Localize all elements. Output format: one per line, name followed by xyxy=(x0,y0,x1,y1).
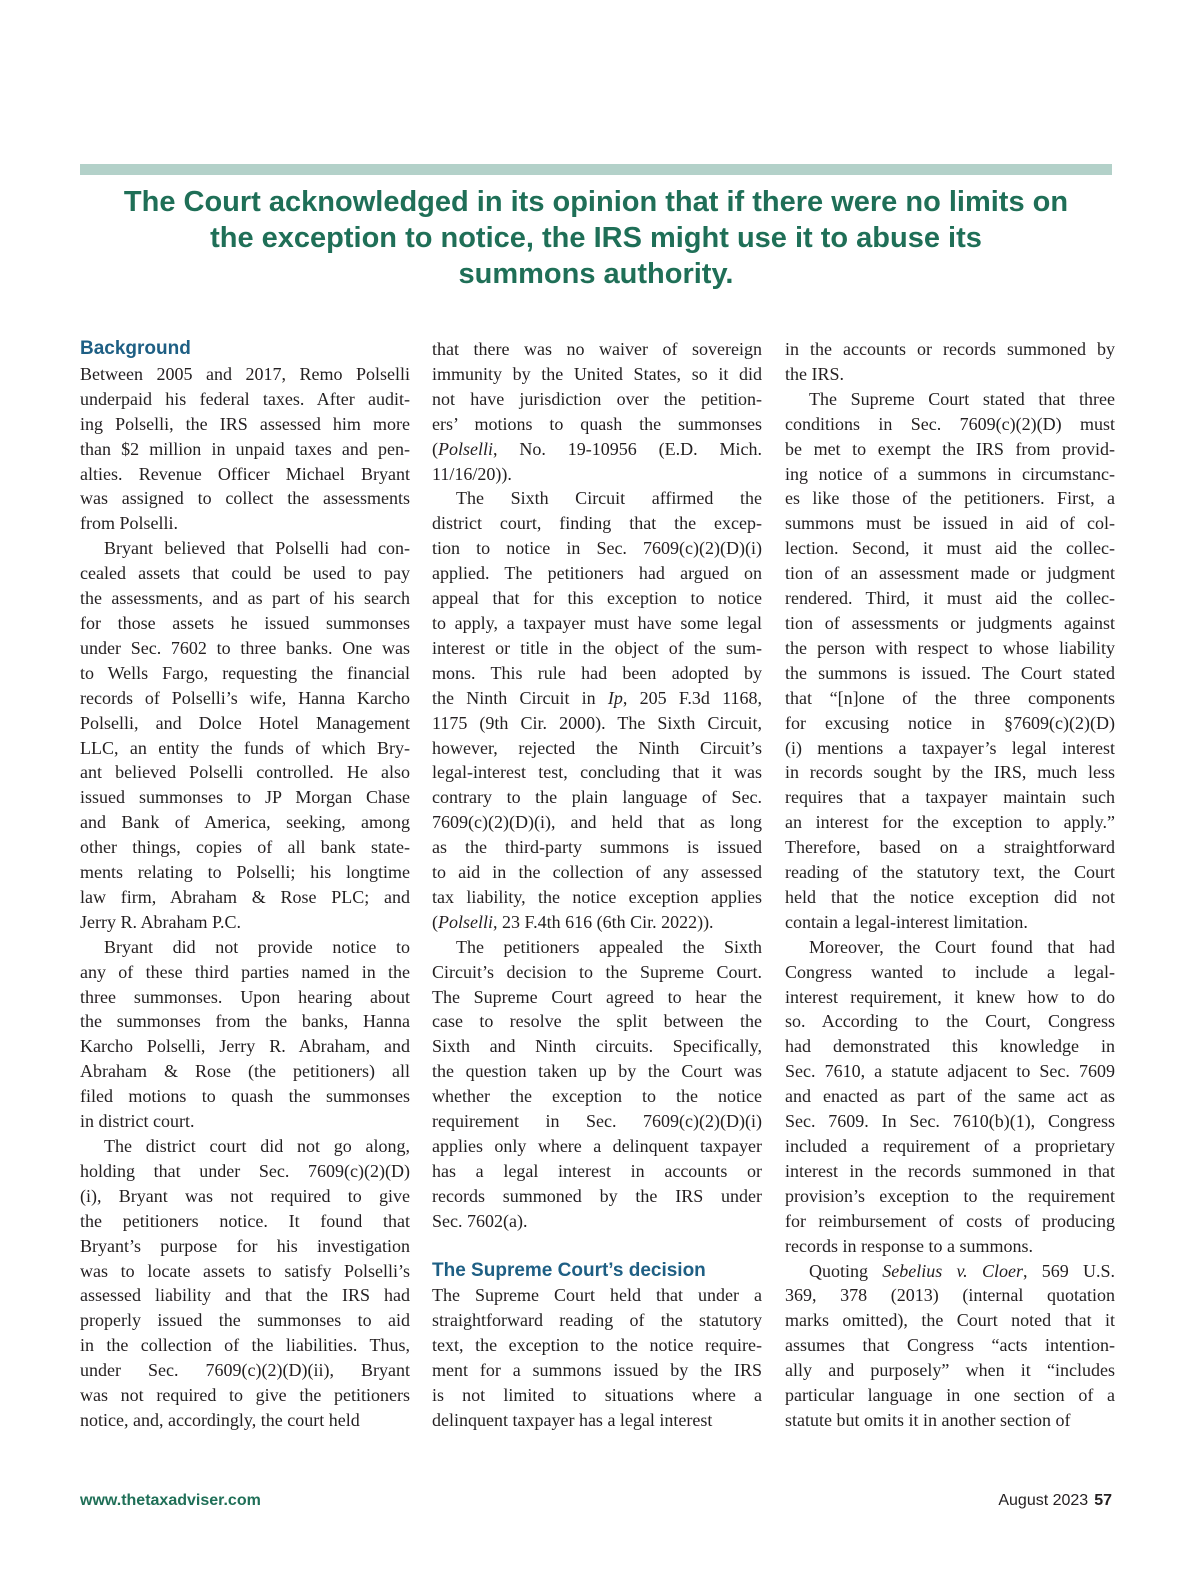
text-line: records in response to a summons. xyxy=(785,1235,1033,1256)
text-line: contrary to the plain language of Sec. xyxy=(432,787,762,808)
text-line: properly issued the summonses to aid xyxy=(80,1310,410,1331)
text-line: is not limited to situations where a xyxy=(432,1385,762,1406)
text-line: The Supreme Court held that under a xyxy=(432,1285,762,1306)
text-line: the person with respect to whose liability xyxy=(785,637,1115,658)
text-line: had demonstrated this knowledge in xyxy=(785,1036,1115,1057)
text-line: requirement in Sec. 7609(c)(2)(D)(i) xyxy=(432,1111,762,1132)
text-line: than $2 million in unpaid taxes and pen- xyxy=(80,438,410,459)
footer-date-page xyxy=(998,1492,1112,1510)
text-line: the assessments, and as part of his search xyxy=(80,588,410,609)
text-line: provision’s exception to the requirement xyxy=(785,1185,1115,1206)
text-line: the summons is issued. The Court stated xyxy=(785,662,1115,683)
text-line: Polselli, and Dolce Hotel Management xyxy=(80,712,410,733)
text-line: 369, 378 (2013) (internal quotation xyxy=(785,1285,1115,1306)
text-line: holding that under Sec. 7609(c)(2)(D) xyxy=(80,1160,410,1181)
text-line: in the collection of the liabilities. Thus, xyxy=(80,1335,410,1356)
text-line: requires that a taxpayer maintain such xyxy=(785,787,1115,808)
text-line: issued summonses to JP Morgan Chase xyxy=(80,787,410,808)
text-line: contain a legal-interest limitation. xyxy=(785,911,1028,932)
pull-quote-line: The Court acknowledged in its opinion that if there were no limits on xyxy=(123,186,1069,218)
text-line: marks omitted), the Court noted that it xyxy=(785,1310,1115,1331)
text-line: ally and purposely” when it “includes xyxy=(785,1360,1115,1381)
text-line: Sec. 7610, a statute adjacent to Sec. 7609 xyxy=(785,1061,1115,1082)
text-line: The Sixth Circuit affirmed the xyxy=(456,488,762,509)
text-line: delinquent taxpayer has a legal interest xyxy=(432,1409,713,1430)
text-line: that “[n]one of the three components xyxy=(785,687,1115,708)
text-line: ers’ motions to quash the summonses xyxy=(432,413,762,434)
text-line: Between 2005 and 2017, Remo Polselli xyxy=(80,363,410,384)
section-heading-background: Background xyxy=(80,338,191,359)
text-line: (Polselli, No. 19-10956 (E.D. Mich. xyxy=(432,438,762,459)
text-line: legal-interest test, concluding that it was xyxy=(432,762,762,783)
section-gap xyxy=(432,1234,762,1259)
text-line: to aid in the collection of any assessed xyxy=(432,862,762,883)
text-line: case to resolve the split between the xyxy=(432,1011,762,1032)
text-line: was not required to give the petitioners xyxy=(80,1385,410,1406)
text-line: notice, and, accordingly, the court held xyxy=(80,1409,360,1430)
text-line: included a requirement of a proprietary xyxy=(785,1136,1115,1156)
text-line: Karcho Polselli, Jerry R. Abraham, and xyxy=(80,1036,410,1057)
text-line: 1175 (9th Cir. 2000). The Sixth Circuit, xyxy=(432,712,762,733)
text-line: that there was no waiver of sovereign xyxy=(432,339,762,359)
text-line: ment for a summons issued by the IRS xyxy=(432,1360,762,1381)
text-line: Jerry R. Abraham P.C. xyxy=(80,911,241,932)
text-line: rendered. Third, it must aid the collec- xyxy=(785,588,1115,609)
text-line: held that the notice exception did not xyxy=(785,886,1115,907)
text-line: The petitioners appealed the Sixth xyxy=(456,936,762,957)
text-line: alties. Revenue Officer Michael Bryant xyxy=(80,463,410,484)
text-line: three summonses. Upon hearing about xyxy=(80,986,410,1007)
pull-quote xyxy=(80,184,1112,292)
text-line: particular language in one section of a xyxy=(785,1385,1115,1406)
top-rule xyxy=(80,164,1112,175)
text-line: lection. Second, it must aid the collec- xyxy=(785,538,1115,559)
text-line: Quoting Sebelius v. Cloer, 569 U.S. xyxy=(809,1260,1115,1281)
text-line: and enacted as part of the same act as xyxy=(785,1086,1115,1107)
text-line: Therefore, based on a straightforward xyxy=(785,837,1115,858)
text-line: Sec. 7602(a). xyxy=(432,1210,528,1231)
text-line: straightforward reading of the statutory xyxy=(432,1310,762,1331)
text-line: conditions in Sec. 7609(c)(2)(D) must xyxy=(785,413,1115,434)
pull-quote-line: the exception to notice, the IRS might use it to abuse its xyxy=(210,222,982,254)
text-line: in district court. xyxy=(80,1111,195,1132)
text-line: was to locate assets to satisfy Polselli’s xyxy=(80,1260,410,1281)
text-line: applies only where a delinquent taxpayer xyxy=(432,1136,762,1156)
text-line: ing Polselli, the IRS assessed him more xyxy=(80,413,410,434)
text-line: Circuit’s decision to the Supreme Court. xyxy=(432,961,762,982)
text-line: The district court did not go along, xyxy=(104,1136,410,1156)
text-line: statute but omits it in another section of xyxy=(785,1409,1071,1430)
text-line: the summonses from the banks, Hanna xyxy=(80,1011,410,1032)
page-number: 57 xyxy=(1094,1492,1112,1509)
text-line: Abraham & Rose (the petitioners) all xyxy=(80,1061,410,1082)
text-line: not have jurisdiction over the petition- xyxy=(432,388,762,409)
text-line: summons must be issued in aid of col- xyxy=(785,513,1115,534)
text-line: district court, finding that the excep- xyxy=(432,513,762,534)
text-line: however, rejected the Ninth Circuit’s xyxy=(432,737,762,758)
text-line: tion to notice in Sec. 7609(c)(2)(D)(i) xyxy=(432,538,762,559)
text-line: 11/16/20)). xyxy=(432,463,512,484)
text-line: immunity by the United States, so it did xyxy=(432,363,762,384)
text-line: Sixth and Ninth circuits. Specifically, xyxy=(432,1036,762,1057)
column-2 xyxy=(432,337,762,1433)
text-line: for excusing notice in §7609(c)(2)(D) xyxy=(785,712,1115,733)
text-line: (i), Bryant was not required to give xyxy=(80,1185,410,1206)
text-line: interest requirement, it knew how to do xyxy=(785,986,1115,1007)
footer-website: www.thetaxadviser.com xyxy=(80,1492,261,1509)
text-line: interest in the records summoned in that xyxy=(785,1160,1115,1181)
text-line: Moreover, the Court found that had xyxy=(809,936,1115,957)
text-line: text, the exception to the notice require- xyxy=(432,1335,762,1356)
text-line: for those assets he issued summonses xyxy=(80,612,410,633)
text-line: applied. The petitioners had argued on xyxy=(432,563,762,584)
text-line: under Sec. 7602 to three banks. One was xyxy=(80,637,410,658)
text-line: ments relating to Polselli; his longtime xyxy=(80,862,410,883)
text-line: an interest for the exception to apply.” xyxy=(785,812,1115,833)
section-heading-supreme-court-decision: The Supreme Court’s decision xyxy=(432,1259,706,1281)
column-1 xyxy=(80,337,410,1433)
text-line: tax liability, the notice exception applies xyxy=(432,886,762,907)
text-line: appeal that for this exception to notice xyxy=(432,588,762,609)
text-line: for reimbursement of costs of producing xyxy=(785,1210,1115,1231)
text-line: Bryant believed that Polselli had con- xyxy=(104,538,410,559)
text-line: es like those of the petitioners. First, a xyxy=(785,488,1115,509)
text-line: the Ninth Circuit in Ip, 205 F.3d 1168, xyxy=(432,687,762,708)
text-line: be met to exempt the IRS from provid- xyxy=(785,438,1115,459)
text-line: Bryant’s purpose for his investigation xyxy=(80,1235,410,1256)
text-line: reading of the statutory text, the Court xyxy=(785,862,1115,883)
text-line: records summoned by the IRS under xyxy=(432,1185,762,1206)
text-line: Bryant did not provide notice to xyxy=(104,936,410,957)
footer-date: August 2023 xyxy=(998,1492,1089,1509)
text-line: LLC, an entity the funds of which Bry- xyxy=(80,737,410,758)
text-line: ing notice of a summons in circumstanc- xyxy=(785,463,1115,484)
text-line: whether the exception to the notice xyxy=(432,1086,762,1107)
text-line: other things, copies of all bank state- xyxy=(80,837,410,858)
text-line: was assigned to collect the assessments xyxy=(80,488,410,509)
text-line: records of Polselli’s wife, Hanna Karcho xyxy=(80,687,410,708)
text-line: and Bank of America, seeking, among xyxy=(80,812,410,833)
text-line: any of these third parties named in the xyxy=(80,961,410,982)
text-line: filed motions to quash the summonses xyxy=(80,1086,410,1107)
text-line: cealed assets that could be used to pay xyxy=(80,563,410,584)
pull-quote-line: summons authority. xyxy=(458,258,734,290)
text-line: The Supreme Court stated that three xyxy=(809,388,1115,409)
text-line: Congress wanted to include a legal- xyxy=(785,961,1115,982)
text-line: in records sought by the IRS, much less xyxy=(785,762,1115,783)
text-line: in the accounts or records summoned by xyxy=(785,339,1115,359)
text-line: The Supreme Court agreed to hear the xyxy=(432,986,762,1007)
text-line: the question taken up by the Court was xyxy=(432,1061,762,1082)
text-line: has a legal interest in accounts or xyxy=(432,1160,762,1181)
text-line: as the third-party summons is issued xyxy=(432,837,762,858)
text-line: (i) mentions a taxpayer’s legal interest xyxy=(785,737,1115,758)
text-line: assumes that Congress “acts intention- xyxy=(785,1335,1115,1356)
text-line: from Polselli. xyxy=(80,513,178,534)
text-line: to apply, a taxpayer must have some legal xyxy=(432,612,762,633)
text-line: Sec. 7609. In Sec. 7610(b)(1), Congress xyxy=(785,1111,1115,1132)
text-line: assessed liability and that the IRS had xyxy=(80,1285,410,1306)
text-line: tion of an assessment made or judgment xyxy=(785,563,1115,584)
text-line: underpaid his federal taxes. After audit- xyxy=(80,388,410,409)
text-line: tion of assessments or judgments against xyxy=(785,612,1115,633)
text-line: under Sec. 7609(c)(2)(D)(ii), Bryant xyxy=(80,1360,410,1381)
text-line: 7609(c)(2)(D)(i), and held that as long xyxy=(432,812,762,833)
text-line: the petitioners notice. It found that xyxy=(80,1210,410,1231)
text-line: mons. This rule had been adopted by xyxy=(432,662,762,683)
text-line: law firm, Abraham & Rose PLC; and xyxy=(80,886,410,907)
text-line: interest or title in the object of the sum- xyxy=(432,637,762,658)
text-line: (Polselli, 23 F.4th 616 (6th Cir. 2022)). xyxy=(432,911,714,932)
text-line: the IRS. xyxy=(785,363,845,384)
text-line: to Wells Fargo, requesting the financial xyxy=(80,662,410,683)
text-line: so. According to the Court, Congress xyxy=(785,1011,1115,1032)
column-3 xyxy=(785,337,1115,1433)
text-line: ant believed Polselli controlled. He also xyxy=(80,762,410,783)
